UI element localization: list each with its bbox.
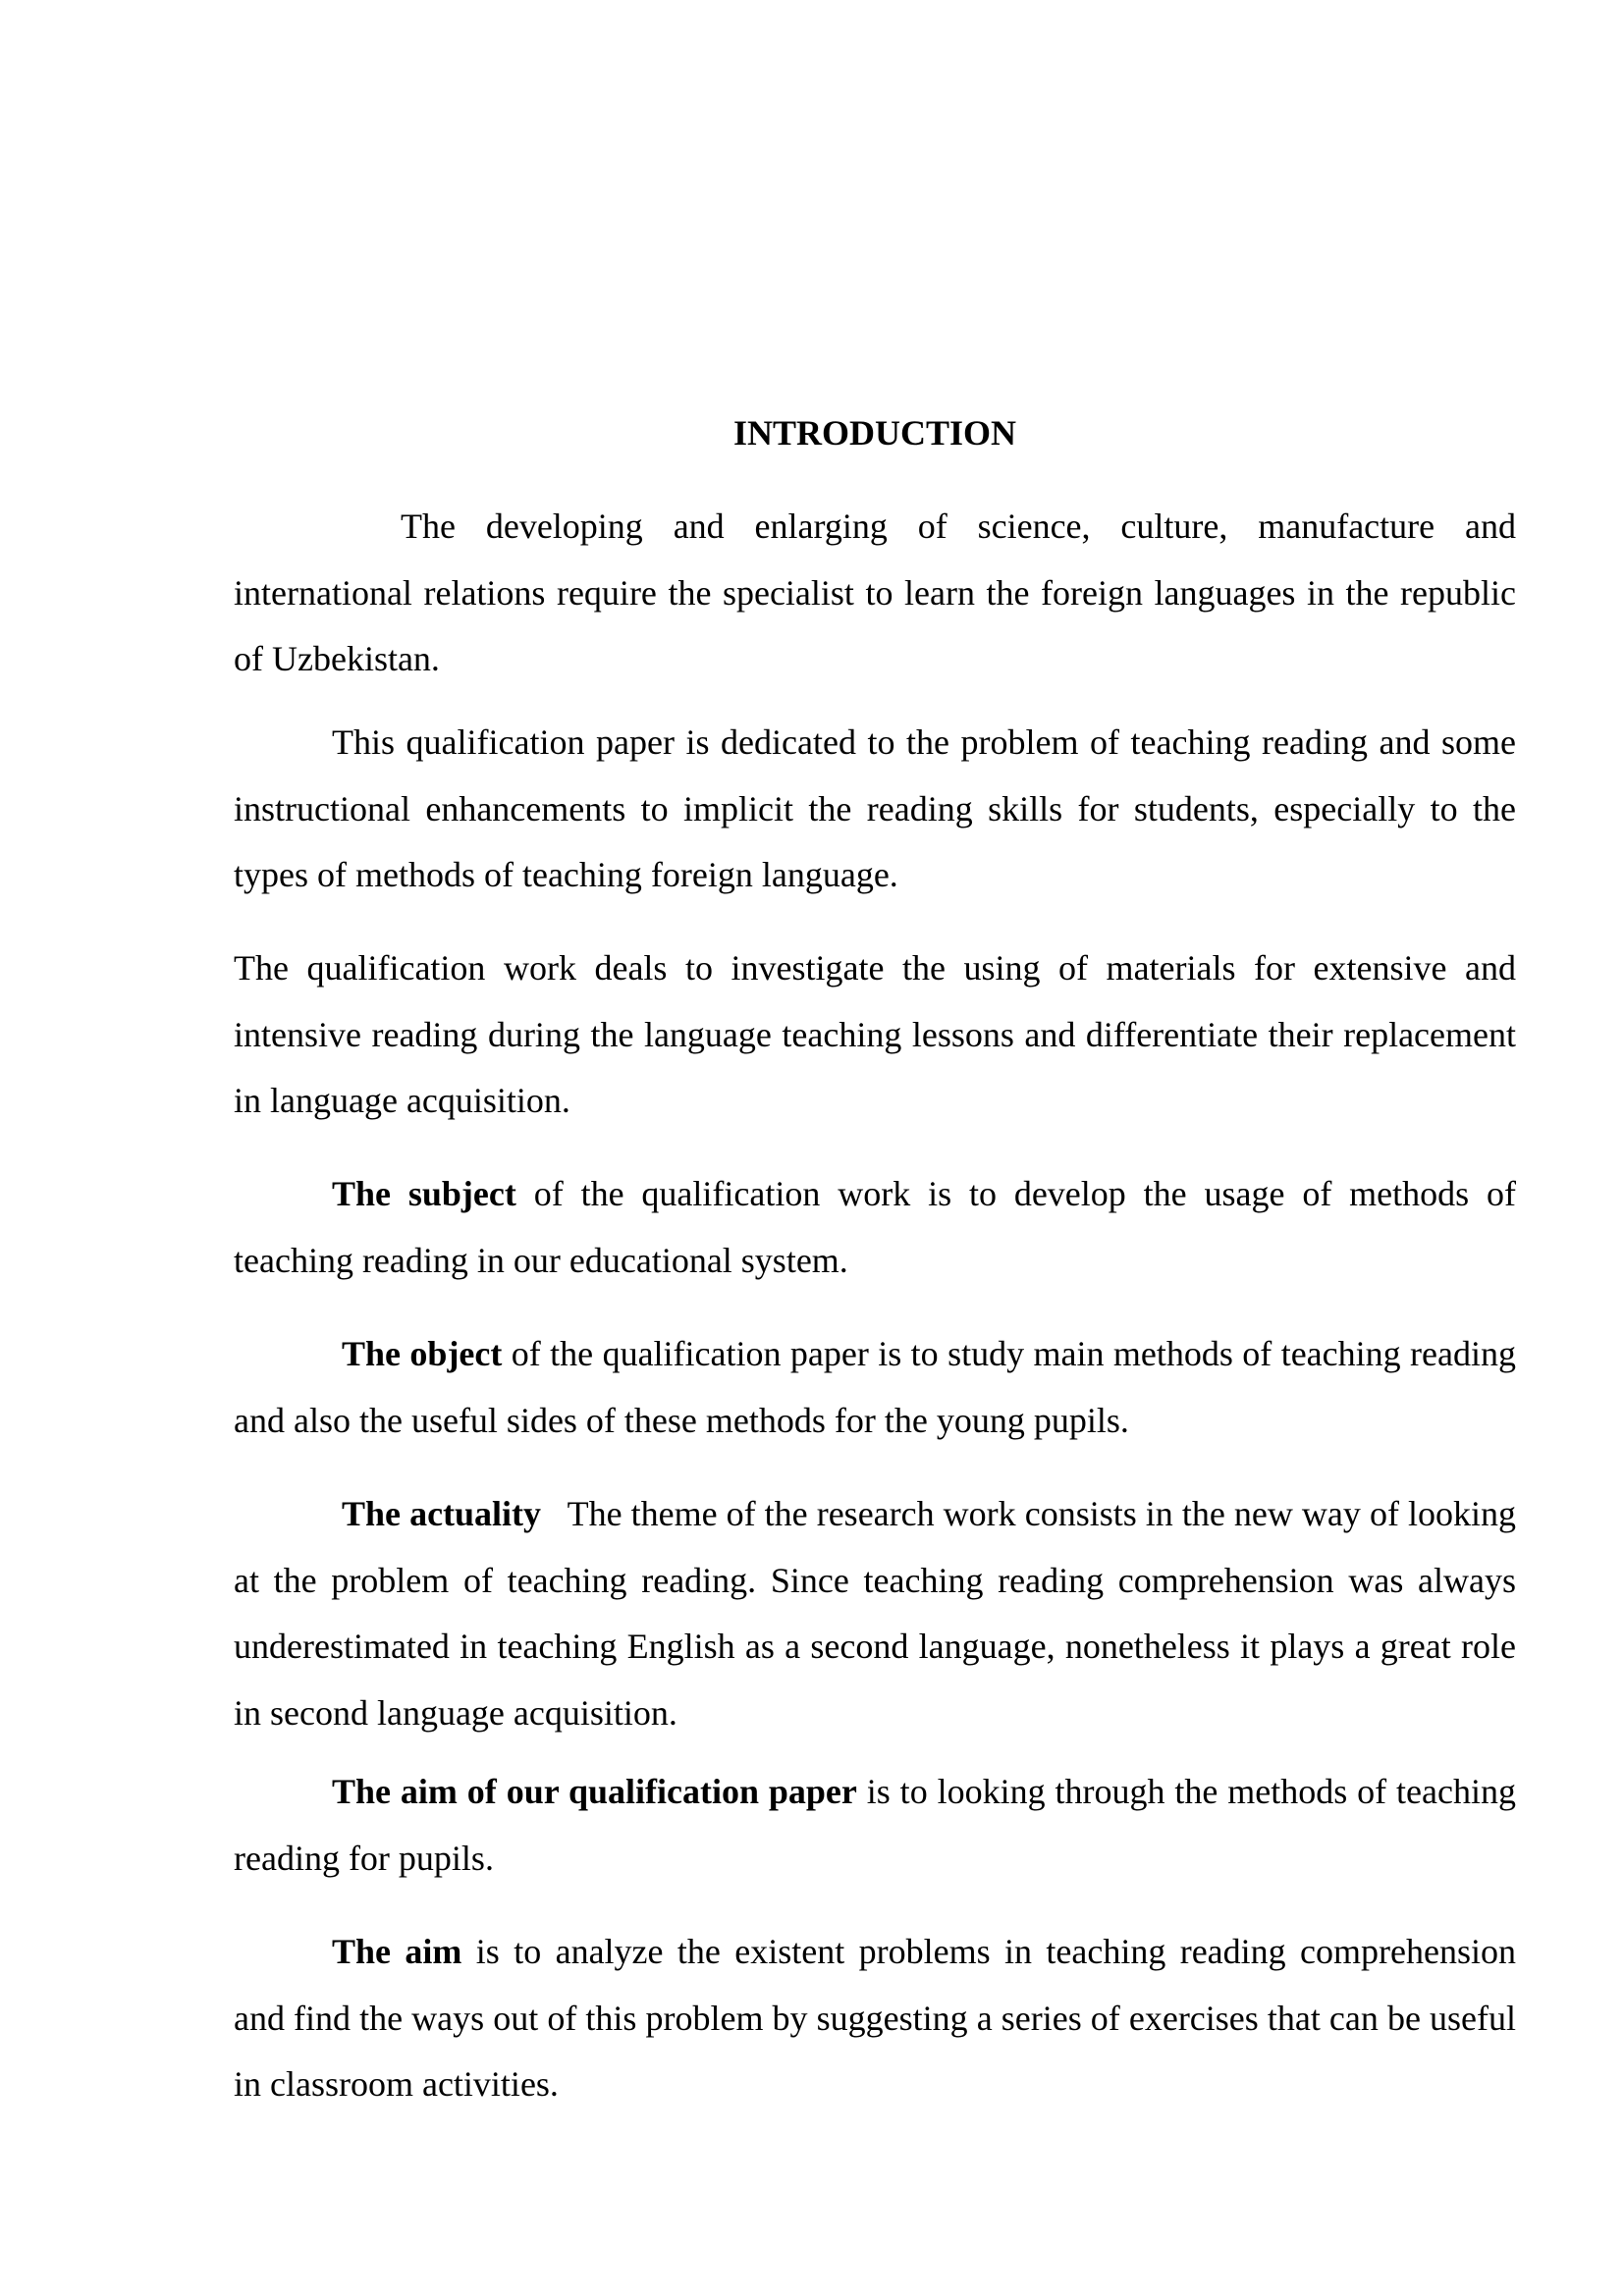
paragraph-2-text: This qualification paper is dedicated to the problem of teaching reading and some instructional enhancements to implicit the reading skills for students, especially to the types of methods of teaching foreign language.	[234, 722, 1516, 894]
aim-text: is to analyze the existent problems in teaching reading comprehension and find the ways out of this problem by suggesting a series of exercises that can be useful in classroom activities.	[234, 1932, 1516, 2104]
subject-text: of the qualification work is to develop the usage of methods of teaching reading in our educational system.	[234, 1174, 1517, 1280]
object-text: of the qualification paper is to study main methods of teaching reading and also the useful sides of these methods for the young pupils.	[234, 1334, 1516, 1440]
actuality-text: The theme of the research work consists in the new way of looking at the problem of teaching reading. Since teaching reading comprehension was always underestimated in teaching English as a second language, nonetheless it plays a great role in second language acquisition.	[234, 1494, 1526, 1733]
paragraph-subject	[234, 1161, 1516, 1294]
actuality-label: The actuality	[342, 1494, 542, 1533]
paragraph-1	[234, 494, 1516, 693]
paragraph-object	[234, 1321, 1516, 1454]
aim-label: The aim	[332, 1932, 462, 1971]
paragraph-3	[234, 935, 1516, 1135]
object-label: The object	[342, 1334, 503, 1373]
subject-label: The subject	[332, 1174, 516, 1213]
aim-paper-text: is to looking through the methods of teaching reading for pupils.	[234, 1772, 1516, 1878]
paragraph-actuality	[234, 1481, 1526, 1746]
paragraph-2	[234, 710, 1516, 909]
paragraph-1-text: The developing and enlarging of science, culture, manufacture and international relations require the specialist to learn the foreign languages in the republic of Uzbekistan.	[234, 507, 1516, 678]
paragraph-3-text: The qualification work deals to investigate the using of materials for extensive and intensive reading during the language teaching lessons and differentiate their replacement in language acquisition.	[234, 948, 1516, 1120]
paragraph-aim-paper	[234, 1759, 1516, 1892]
page-title: INTRODUCTION	[732, 413, 1017, 453]
paragraph-aim	[234, 1919, 1516, 2118]
aim-paper-label: The aim of our qualification paper	[332, 1772, 857, 1811]
